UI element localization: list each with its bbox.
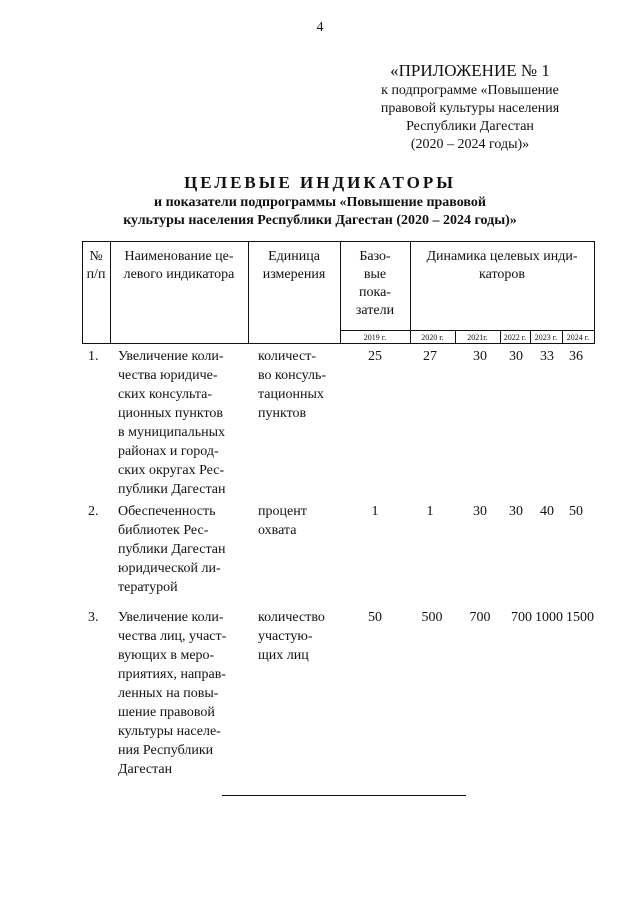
appendix-title: «ПРИЛОЖЕНИЕ № 1 <box>390 61 550 80</box>
appendix-line: (2020 – 2024 годы)» <box>410 137 530 152</box>
name-line: юридической ли- <box>118 561 221 576</box>
value-2019: 1 <box>371 504 379 519</box>
name-line: Увеличение коли- <box>118 349 224 364</box>
header-num <box>82 248 110 284</box>
header-text: Динамика целевых инди- <box>426 249 578 264</box>
row-number: 2. <box>88 504 99 519</box>
header-name <box>112 248 246 284</box>
footer-rule <box>222 795 466 796</box>
name-line: публики Дагестан <box>118 542 226 557</box>
header-text: измерения <box>262 267 326 282</box>
appendix-line: к подпрограмме «Повышение <box>381 83 559 98</box>
year-label: 2020 г. <box>421 333 444 342</box>
name-line: ционных пунктов <box>118 406 224 421</box>
indicator-name <box>118 608 244 779</box>
header-text: пока- <box>359 285 391 300</box>
name-line: приятиях, направ- <box>118 667 226 682</box>
unit-line: процент <box>258 504 307 519</box>
name-line: ленных на повы- <box>118 686 219 701</box>
name-line: библиотек Рес- <box>118 523 209 538</box>
unit-of-measure <box>258 502 338 540</box>
year-row-border <box>340 330 594 331</box>
appendix-line: Республики Дагестан <box>406 119 534 134</box>
heading-line: и показатели подпрограммы «Повышение правовой <box>154 195 486 210</box>
name-line: вующих в меро- <box>118 648 215 663</box>
name-line: чества лиц, участ- <box>118 629 227 644</box>
table-header-bottom-border <box>82 343 594 344</box>
header-base <box>340 248 410 320</box>
year-label: 2022 г. <box>503 333 527 342</box>
row-number: 1. <box>88 349 99 364</box>
value-2021: 700 <box>469 610 491 625</box>
header-text: левого индикатора <box>123 267 235 282</box>
name-line: Обеспеченность <box>118 504 216 519</box>
name-line: ния Республики <box>118 743 214 758</box>
year-label: 2024 г. <box>566 333 590 342</box>
unit-line: щих лиц <box>258 648 309 663</box>
value-2023: 1000 <box>535 610 563 625</box>
year-label: 2021г. <box>467 333 488 342</box>
value-2022: 30 <box>509 504 523 519</box>
unit-line: охвата <box>258 523 297 538</box>
value-2022: 700 <box>511 610 532 625</box>
page-number: 4 <box>316 20 324 35</box>
unit-of-measure <box>258 608 338 665</box>
value-2019: 50 <box>368 610 382 625</box>
name-line: чества юридиче- <box>118 368 218 383</box>
document-heading <box>90 172 550 230</box>
unit-line: количест- <box>258 349 316 364</box>
value-2020: 27 <box>423 349 437 364</box>
value-2024: 50 <box>569 504 583 519</box>
header-text: № <box>89 249 103 264</box>
header-text: Наименование це- <box>124 249 234 264</box>
row-number: 3. <box>88 610 99 625</box>
value-2020: 500 <box>421 610 443 625</box>
value-2023: 33 <box>540 349 554 364</box>
value-2024: 36 <box>569 349 583 364</box>
value-2024: 1500 <box>566 610 594 625</box>
year-label: 2023 г. <box>534 333 558 342</box>
indicator-name <box>118 347 244 499</box>
name-line: публики Дагестан <box>118 482 226 497</box>
value-2021: 30 <box>473 504 487 519</box>
name-line: Дагестан <box>118 762 173 777</box>
value-2021: 30 <box>473 349 487 364</box>
table-right-border <box>594 241 595 344</box>
appendix-block <box>360 60 580 154</box>
value-2022: 30 <box>509 349 523 364</box>
column-divider <box>110 241 111 344</box>
appendix-line: правовой культуры населения <box>380 101 560 116</box>
name-line: тературой <box>118 580 178 595</box>
header-unit <box>248 248 340 284</box>
value-2020: 1 <box>426 504 434 519</box>
header-text: каторов <box>479 267 525 282</box>
value-2023: 40 <box>540 504 554 519</box>
unit-line: пунктов <box>258 406 307 421</box>
table-top-border <box>82 241 594 242</box>
name-line: шение правовой <box>118 705 215 720</box>
heading-title: ЦЕЛЕВЫЕ ИНДИКАТОРЫ <box>184 173 456 192</box>
unit-line: во консуль- <box>258 368 327 383</box>
header-text: п/п <box>86 267 106 282</box>
name-line: Увеличение коли- <box>118 610 224 625</box>
value-2019: 25 <box>368 349 382 364</box>
unit-line: участую- <box>258 629 313 644</box>
name-line: ских консульта- <box>118 387 213 402</box>
unit-line: количество <box>258 610 325 625</box>
heading-line: культуры населения Республики Дагестан (2020 – 2024 годы)» <box>123 213 517 228</box>
header-text: вые <box>363 267 387 282</box>
header-text: Единица <box>268 249 320 264</box>
header-dynamics <box>410 248 594 284</box>
indicator-name <box>118 502 244 597</box>
header-text: Базо- <box>359 249 391 264</box>
name-line: ских округах Рес- <box>118 463 225 478</box>
name-line: в муниципальных <box>118 425 226 440</box>
unit-line: тационных <box>258 387 324 402</box>
year-label: 2019 г. <box>363 333 387 342</box>
header-text: затели <box>355 303 395 318</box>
name-line: культуры населе- <box>118 724 221 739</box>
unit-of-measure <box>258 347 338 423</box>
name-line: районах и город- <box>118 444 219 459</box>
